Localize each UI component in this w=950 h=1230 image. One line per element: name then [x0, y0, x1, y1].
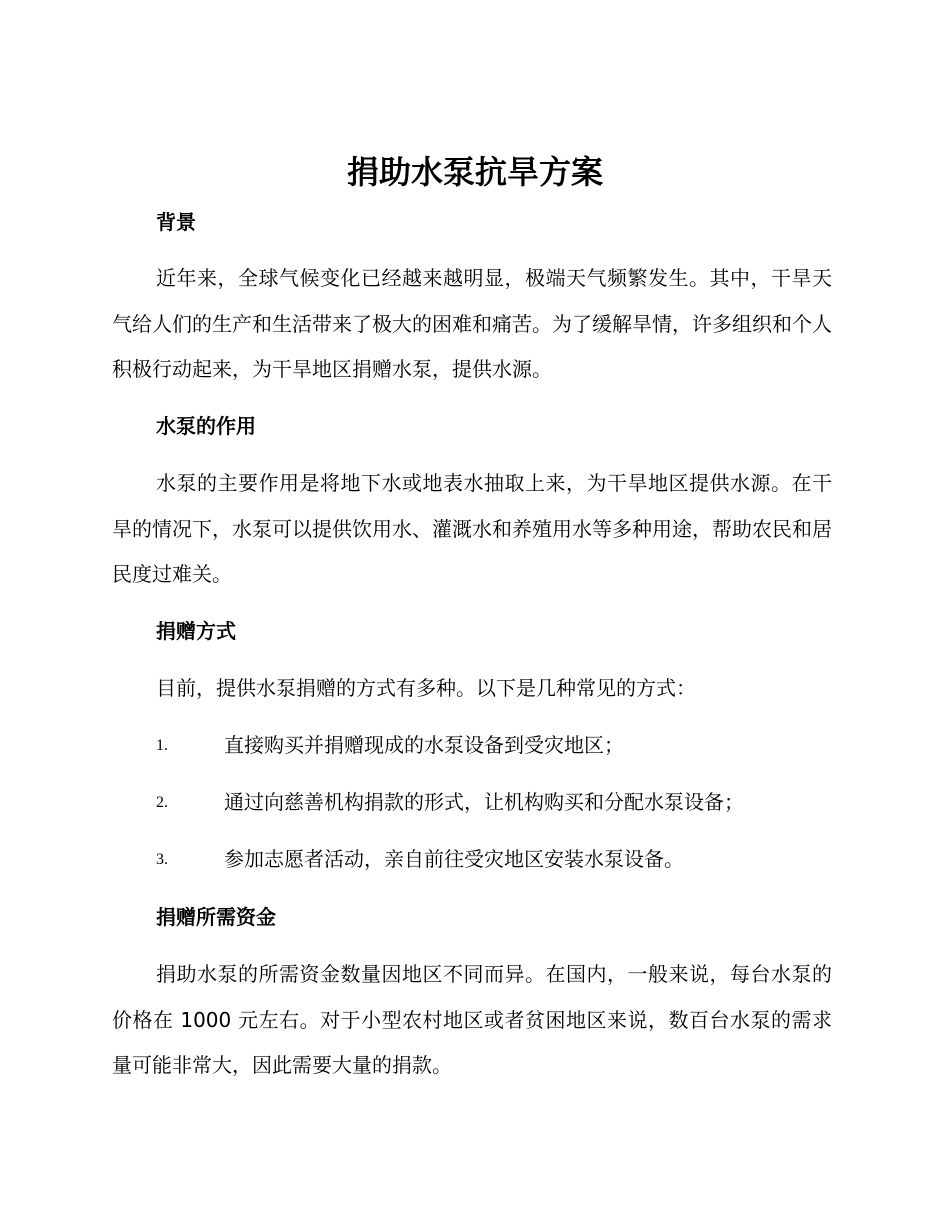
list-item-number: 3.: [156, 851, 168, 868]
list-item-number: 2.: [156, 794, 168, 811]
section-heading-donation-methods: 捐赠方式: [156, 619, 236, 643]
list-item-text: 参加志愿者活动，亲自前往受灾地区安装水泵设备。: [224, 847, 684, 871]
document-title: 捐助水泵抗旱方案: [346, 153, 603, 191]
section-heading-pump-role: 水泵的作用: [156, 414, 256, 438]
list-item: [156, 845, 856, 873]
section-heading-background: 背景: [156, 210, 196, 234]
section-paragraph-background: 近年来，全球气候变化已经越来越明显，极端天气频繁发生。其中，干旱天气给人们的生产和生活带来了极大的困难和痛苦。为了缓解旱情，许多组织和个人积极行动起来，为干旱地区捐赠水泵，提供水源。: [112, 266, 832, 381]
section-paragraph-pump-role: 水泵的主要作用是将地下水或地表水抽取上来，为干旱地区提供水源。在干旱的情况下，水泵可以提供饮用水、灌溉水和养殖用水等多种用途，帮助农民和居民度过难关。: [112, 471, 832, 586]
list-item-text: 直接购买并捐赠现成的水泵设备到受灾地区；: [224, 733, 624, 757]
list-item: [156, 731, 856, 759]
donation-methods-intro: 目前，提供水泵捐赠的方式有多种。以下是几种常见的方式：: [156, 676, 696, 700]
section-heading-required-funds: 捐赠所需资金: [156, 905, 276, 929]
list-item: [156, 788, 856, 816]
list-item-number: 1.: [156, 737, 168, 754]
section-paragraph-required-funds: 捐助水泵的所需资金数量因地区不同而异。在国内，一般来说，每台水泵的价格在 1000 元左右。对于小型农村地区或者贫困地区来说，数百台水泵的需求量可能非常大，因此需要大量的捐款。: [112, 962, 832, 1077]
list-item-text: 通过向慈善机构捐款的形式，让机构购买和分配水泵设备；: [224, 790, 744, 814]
